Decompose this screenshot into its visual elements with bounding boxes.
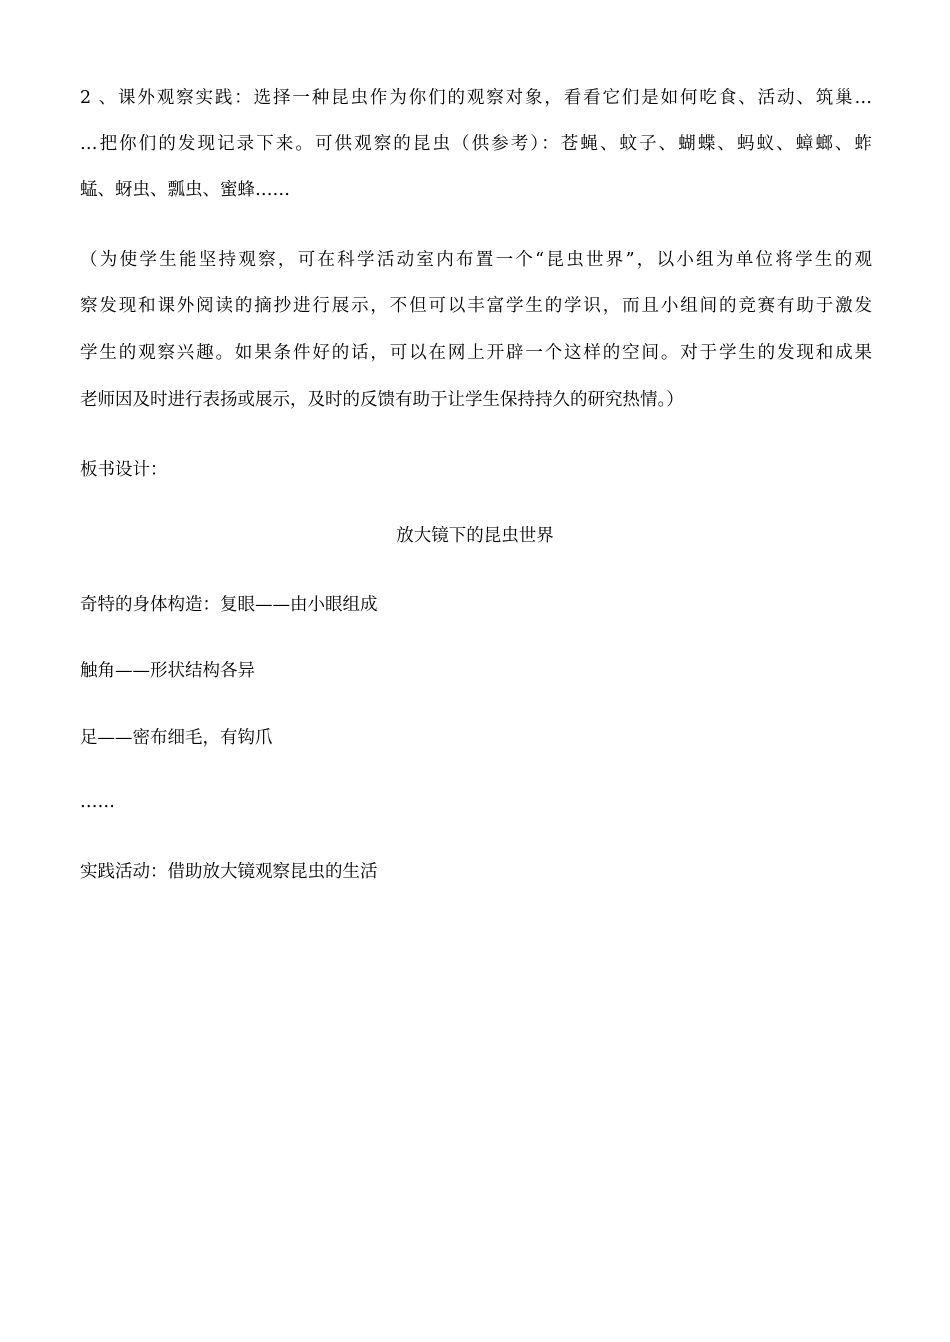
note-line-4: 老师因及时进行表扬或展示，及时的反馈有助于让学生保持持久的研究热情。） (80, 390, 684, 410)
board-item-legs: 足——密布细毛，有钩爪 (80, 728, 273, 748)
practice-line-3: 蜢、蚜虫、瓢虫、蜜蜂…… (80, 180, 290, 200)
note-line-3: 学生的观察兴趣。如果条件好的话，可以在网上开辟一个这样的空间。对于学生的发现和成果 (80, 343, 872, 363)
practice-line-2: …把你们的发现记录下来。可供观察的昆虫（供参考）：苍蝇、蚊子、蝴蝶、蚂蚁、蟑螂、蚱 (80, 134, 872, 154)
note-line-1: （为使学生能坚持观察，可在科学活动室内布置一个“昆虫世界”，以小组为单位将学生的观 (80, 250, 872, 270)
board-title: 放大镜下的昆虫世界 (396, 526, 554, 546)
board-practice-activity: 实践活动：借助放大镜观察昆虫的生活 (80, 862, 378, 882)
practice-line-1: 2 、课外观察实践：选择一种昆虫作为你们的观察对象，看看它们是如何吃食、活动、筑巢… (80, 88, 872, 108)
note-line-2: 察发现和课外阅读的摘抄进行展示，不但可以丰富学生的学识，而且小组间的竞赛有助于激发 (80, 296, 872, 316)
board-design-heading: 板书设计： (80, 460, 168, 480)
board-ellipsis: …… (80, 792, 115, 812)
board-item-antenna: 触角——形状结构各异 (80, 661, 255, 681)
board-item-compound-eye: 奇特的身体构造：复眼——由小眼组成 (80, 595, 378, 615)
